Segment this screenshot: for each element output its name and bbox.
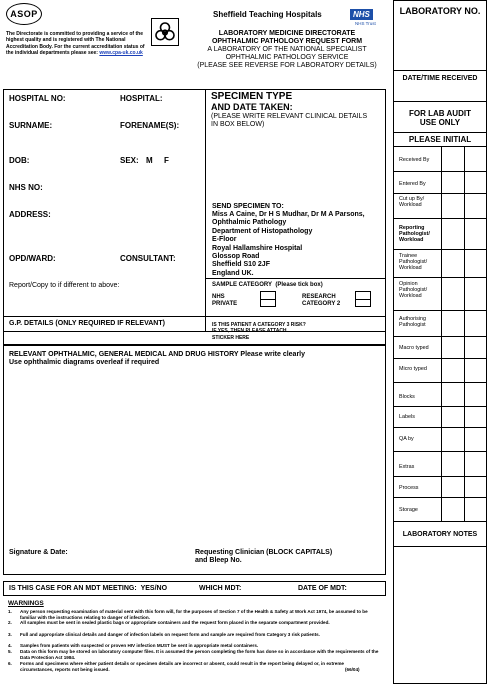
forenames-label[interactable]: FORENAME(S): bbox=[120, 121, 180, 130]
date-of-mdt-label[interactable]: DATE OF MDT: bbox=[298, 585, 347, 592]
accreditation-link[interactable]: www.cpa-uk.co.uk bbox=[99, 49, 143, 56]
clinician-label[interactable]: Requesting Clinician (BLOCK CAPITALS) and Bleep No. bbox=[195, 549, 333, 565]
hospital-name: Sheffield Teaching Hospitals bbox=[213, 10, 322, 19]
audit-row-label: Opinion Pathologist/ Workload bbox=[399, 281, 428, 300]
audit-row-label: Cut up By/ Workload bbox=[399, 196, 425, 209]
nhs-option-label: NHS bbox=[212, 294, 225, 300]
private-option-label: PRIVATE bbox=[212, 301, 238, 307]
hospital-no-label[interactable]: HOSPITAL NO: bbox=[9, 94, 66, 103]
history-line1: RELEVANT OPHTHALMIC, GENERAL MEDICAL AND DRUG HISTORY Please write clearly bbox=[9, 351, 305, 358]
opd-ward-label[interactable]: OPD/WARD: bbox=[9, 254, 56, 263]
sex-m-option[interactable]: M bbox=[146, 156, 153, 165]
audit-row-label: Macro typed bbox=[399, 345, 429, 351]
sex-f-option[interactable]: F bbox=[164, 156, 169, 165]
audit-row-label: QA by bbox=[399, 436, 414, 442]
consultant-label[interactable]: CONSULTANT: bbox=[120, 254, 176, 263]
audit-row-label: Received By bbox=[399, 157, 430, 163]
audit-row-label: Entered By bbox=[399, 181, 426, 187]
nhs-trust: NHS Trust bbox=[355, 21, 376, 26]
mdt-yes-no[interactable]: YES/NO bbox=[140, 585, 168, 592]
audit-row-label: Trainee Pathologist/ Workload bbox=[399, 253, 428, 272]
biohazard-icon bbox=[152, 19, 178, 45]
form-ref: (66/04) bbox=[345, 667, 360, 672]
date-time-received-label[interactable]: DATE/TIME RECEIVED bbox=[402, 75, 478, 82]
warning-item: 6. Forms and specimens where either patient details or specimen details are incorrect or absent, could result in the report being delayed or, in extreme circumstances, reports not being issued. bbox=[8, 661, 344, 672]
laboratory-no-label[interactable]: LABORATORY NO. bbox=[399, 6, 481, 16]
nhs-no-label[interactable]: NHS NO: bbox=[9, 183, 43, 192]
dob-label[interactable]: DOB: bbox=[9, 156, 30, 165]
biohazard-box bbox=[151, 18, 179, 46]
send-address: Miss A Caine, Dr H S Mudhar, Dr M A Parsons, Ophthalmic Pathology Department of Histopathology E-Floor Royal Hallamshire Hospital Glossop Road Sheffield S10 2JF England UK. bbox=[212, 211, 365, 277]
audit-row-label: Reporting Pathologist/ Workload bbox=[399, 225, 430, 244]
specimen-heading-line1: SPECIMEN TYPE bbox=[211, 91, 293, 102]
form-subtitle-line1: A LABORATORY OF THE NATIONAL SPECIALIST bbox=[207, 46, 367, 53]
report-copy-label[interactable]: Report/Copy to if different to above: bbox=[9, 282, 120, 289]
form-subtitle-line3: (PLEASE SEE REVERSE FOR LABORATORY DETAILS) bbox=[197, 62, 377, 69]
logo: ASOP bbox=[6, 3, 42, 25]
audit-row-label: Blocks bbox=[399, 394, 415, 400]
audit-row-label: Extras bbox=[399, 464, 415, 470]
research-option-label: RESEARCH bbox=[302, 294, 336, 300]
gp-details-label[interactable]: G.P. DETAILS (ONLY REQUIRED IF RELEVANT) bbox=[9, 320, 165, 327]
nhs-badge: NHS bbox=[350, 9, 373, 20]
address-label[interactable]: ADDRESS: bbox=[9, 210, 51, 219]
accreditation-text: The Directorate is committed to providing a service of the highest quality and is registered with The National Accreditation Body. For the current accreditation status of the individual departments please see: www.cpa-uk.co.uk bbox=[6, 31, 145, 56]
audit-row-label: Labels bbox=[399, 414, 415, 420]
warnings-heading: WARNINGS bbox=[8, 600, 44, 607]
laboratory-notes-label[interactable]: LABORATORY NOTES bbox=[402, 531, 478, 538]
form-title-line1: LABORATORY MEDICINE DIRECTORATE bbox=[218, 30, 356, 37]
audit-row-label: Micro typed bbox=[399, 366, 427, 372]
category2-option-label: CATEGORY 2 bbox=[302, 301, 341, 307]
signature-label[interactable]: Signature & Date: bbox=[9, 549, 68, 556]
warning-item: 5. Data on this form may be stored on laboratory computer files. It is assumed the person completing the form has done so in accordance with the requirements of the Data Protection Act 1984. bbox=[8, 649, 379, 660]
audit-row-label: Process bbox=[399, 485, 419, 491]
history-line2: Use ophthalmic diagrams overleaf if required bbox=[9, 359, 160, 366]
lab-audit-heading: FOR LAB AUDIT USE ONLY bbox=[409, 109, 471, 127]
specimen-note-line1: (PLEASE WRITE RELEVANT CLINICAL DETAILS bbox=[211, 113, 368, 120]
form-subtitle-line2: OPHTHALMIC PATHOLOGY SERVICE bbox=[225, 54, 349, 61]
audit-row-label: Authorising Pathologist bbox=[399, 316, 426, 329]
warning-item: 3. Full and appropriate clinical details and danger of infection labels on request form and sample are required from Category 3 risk patients. bbox=[8, 632, 320, 637]
surname-label[interactable]: SURNAME: bbox=[9, 121, 53, 130]
warning-item: 2. All samples must be sent in sealed plastic bags or appropriate containers and the request form placed in the separate compartment provided. bbox=[8, 620, 330, 625]
history-box[interactable] bbox=[3, 345, 386, 575]
warning-item: 4. Samples from patients with suspected or proven HIV infection MUST be sent in appropriate metal containers. bbox=[8, 643, 259, 648]
hospital-label[interactable]: HOSPITAL: bbox=[120, 94, 163, 103]
audit-row-label: Storage bbox=[399, 507, 418, 513]
mdt-question: IS THIS CASE FOR AN MDT MEETING: YES/NO bbox=[9, 585, 168, 592]
please-initial-label: PLEASE INITIAL bbox=[408, 135, 472, 144]
sample-category-label: SAMPLE CATEGORY (Please tick box) bbox=[212, 282, 323, 288]
lab-panel bbox=[393, 0, 487, 684]
warning-item: 1. Any person requesting examination of material sent with this form will, for the purposes of Section 7 of the Health & Safety at Work Act 1974, be assumed to be familiar with the instructions relating to danger of infection. bbox=[8, 609, 368, 620]
specimen-heading-line2: AND DATE TAKEN: bbox=[211, 102, 293, 112]
sex-label: SEX: bbox=[120, 156, 139, 165]
form-title-line2: OPHTHALMIC PATHOLOGY REQUEST FORM bbox=[211, 38, 363, 45]
specimen-note-line2: IN BOX BELOW) bbox=[211, 121, 265, 128]
which-mdt-label[interactable]: WHICH MDT: bbox=[199, 585, 242, 592]
risk-question: IS THIS PATIENT A CATEGORY 3 RISK? IF YES, THEN PLEASE ATTACH STICKER HERE bbox=[212, 322, 306, 341]
send-specimen-label: SEND SPECIMEN TO: bbox=[212, 203, 284, 210]
